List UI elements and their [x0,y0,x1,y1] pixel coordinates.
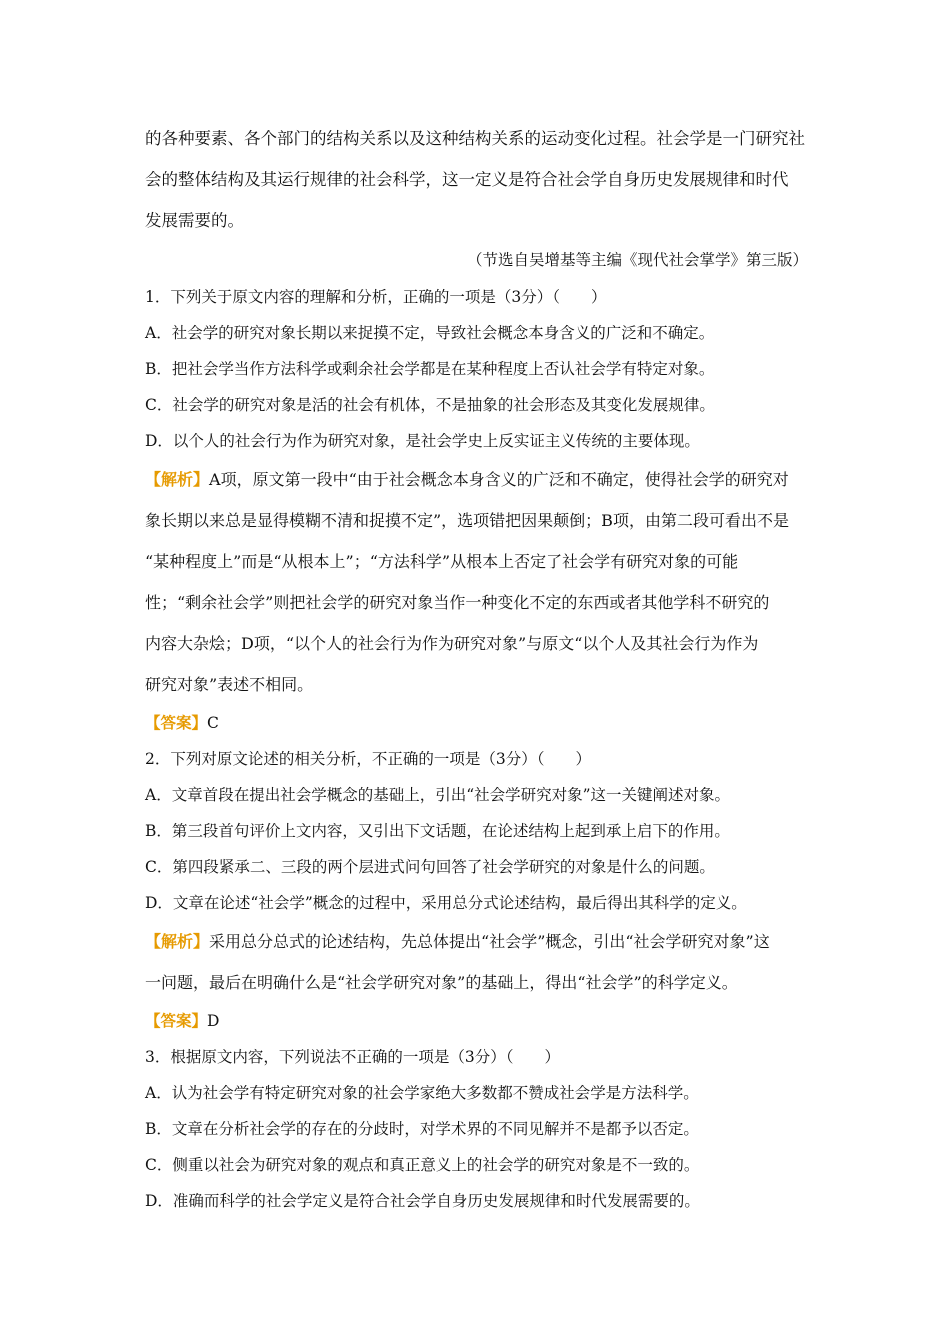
option-d: D．以个人的社会行为作为研究对象，是社会学史上反实证主义传统的主要体现。 [145,432,700,450]
analysis-line: 象长期以来总是显得模糊不清和捉摸不定”，选项错把因果颠倒；B项，由第二段可看出不是 [145,511,789,530]
question-stem: 1．下列关于原文内容的理解和分析，正确的一项是（3分）（ ） [145,288,607,306]
answer-value: D [207,1012,220,1030]
analysis-line: 一问题，最后在明确什么是“社会学研究对象”的基础上，得出“社会学”的科学定义。 [145,973,738,992]
answer-value: C [207,714,219,732]
question-stem: 2．下列对原文论述的相关分析，不正确的一项是（3分）（ ） [145,750,591,768]
answer-line [145,705,810,741]
analysis-line [145,459,810,500]
analysis-line [145,921,810,962]
analysis-text: A项，原文第一段中“由于社会概念本身含义的广泛和不确定，使得社会学的研究对 [209,470,789,489]
intro-line: 的各种要素、各个部门的结构关系以及这种结构关系的运动变化过程。社会学是一门研究社 [145,129,805,148]
analysis-line: 研究对象”表述不相同。 [145,675,314,694]
option-b: B．第三段首句评价上文内容，又引出下文话题，在论述结构上起到承上启下的作用。 [145,822,730,840]
option-c: C．社会学的研究对象是活的社会有机体，不是抽象的社会形态及其变化发展规律。 [145,396,715,414]
option-c: C．侧重以社会为研究对象的观点和真正意义上的社会学的研究对象是不一致的。 [145,1156,700,1174]
question-stem: 3．根据原文内容，下列说法不正确的一项是（3分）（ ） [145,1048,560,1066]
intro-line: 发展需要的。 [145,211,244,230]
option-a: A．认为社会学有特定研究对象的社会学家绝大多数都不赞成社会学是方法科学。 [145,1084,699,1102]
source-citation: （节选自吴增基等主编《现代社会掌学》第三版） [466,251,808,269]
option-d: D．文章在论述“社会学”概念的过程中，采用总分式论述结构，最后得出其科学的定义。 [145,894,747,912]
answer-label: 【答案】 [145,1011,208,1030]
option-c: C．第四段紧承二、三段的两个层进式问句回答了社会学研究的对象是什么的问题。 [145,858,715,876]
analysis-label: 【解析】 [145,470,210,489]
analysis-text: 采用总分总式的论述结构，先总体提出“社会学”概念，引出“社会学研究对象”这 [209,932,770,951]
analysis-line: “某种程度上”而是“从根本上”；“方法科学”从根本上否定了社会学有研究对象的可能 [145,552,739,571]
option-b: B．把社会学当作方法科学或剩余社会学都是在某种程度上否认社会学有特定对象。 [145,360,715,378]
analysis-label: 【解析】 [145,932,210,951]
answer-line [145,1003,810,1039]
option-a: A．社会学的研究对象长期以来捉摸不定，导致社会概念本身含义的广泛和不确定。 [145,324,715,342]
analysis-line: 内容大杂烩；D项，“以个人的社会行为作为研究对象”与原文“以个人及其社会行为作为 [145,634,759,653]
answer-label: 【答案】 [145,713,208,732]
analysis-line: 性；“剩余社会学”则把社会学的研究对象当作一种变化不定的东西或者其他学科不研究的 [145,593,770,612]
option-a: A．文章首段在提出社会学概念的基础上，引出“社会学研究对象”这一关键阐述对象。 [145,786,731,804]
intro-line: 会的整体结构及其运行规律的社会科学，这一定义是符合社会学自身历史发展规律和时代 [145,170,789,189]
document-body [145,118,810,1219]
option-d: D．准确而科学的社会学定义是符合社会学自身历史发展规律和时代发展需要的。 [145,1192,700,1210]
option-b: B．文章在分析社会学的存在的分歧时，对学术界的不同见解并不是都予以否定。 [145,1120,699,1138]
